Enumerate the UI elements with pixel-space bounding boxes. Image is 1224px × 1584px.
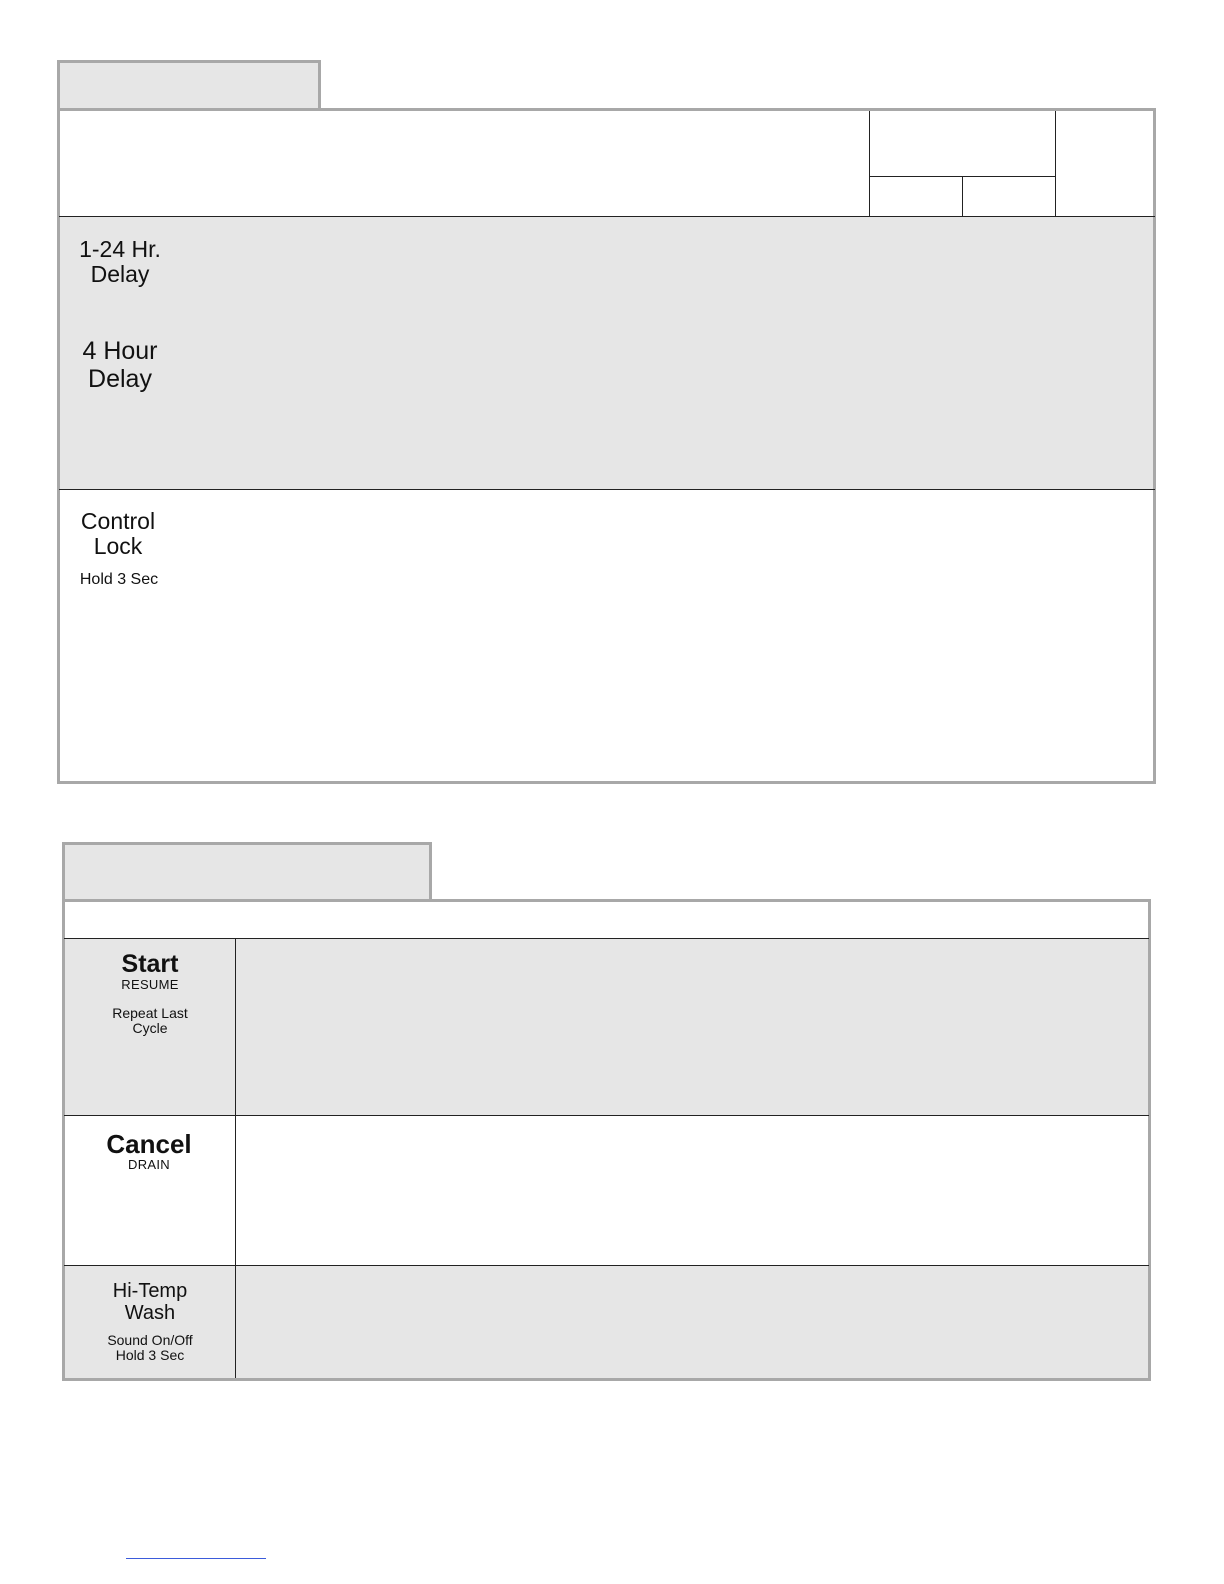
row-divider xyxy=(64,1115,1149,1116)
resume-caption: RESUME xyxy=(121,977,179,992)
label-column-divider xyxy=(235,939,236,1378)
footer-link-underline[interactable] xyxy=(126,1558,266,1559)
sound-on-off-label: Sound On/Off Hold 3 Sec xyxy=(107,1332,193,1364)
cancel-label: Cancel xyxy=(106,1129,192,1159)
row-divider xyxy=(59,489,1155,490)
section1-tab xyxy=(57,60,321,111)
delay-row xyxy=(60,217,1153,489)
control-lock-label: Control Lock xyxy=(80,508,156,560)
drain-caption: DRAIN xyxy=(128,1157,170,1172)
header-divider xyxy=(1055,111,1056,217)
header-divider xyxy=(962,176,963,217)
delay-1-24-label: 1-24 Hr. Delay xyxy=(79,236,161,288)
repeat-last-cycle-label: Repeat Last Cycle xyxy=(112,1005,188,1037)
section2-tab xyxy=(62,842,432,903)
header-divider xyxy=(869,111,870,217)
start-label: Start xyxy=(121,950,179,978)
hi-temp-wash-label: Hi-Temp Wash xyxy=(112,1280,188,1324)
delay-4-hour-label: 4 Hour Delay xyxy=(82,337,158,393)
control-lock-hold: Hold 3 Sec xyxy=(79,571,159,588)
